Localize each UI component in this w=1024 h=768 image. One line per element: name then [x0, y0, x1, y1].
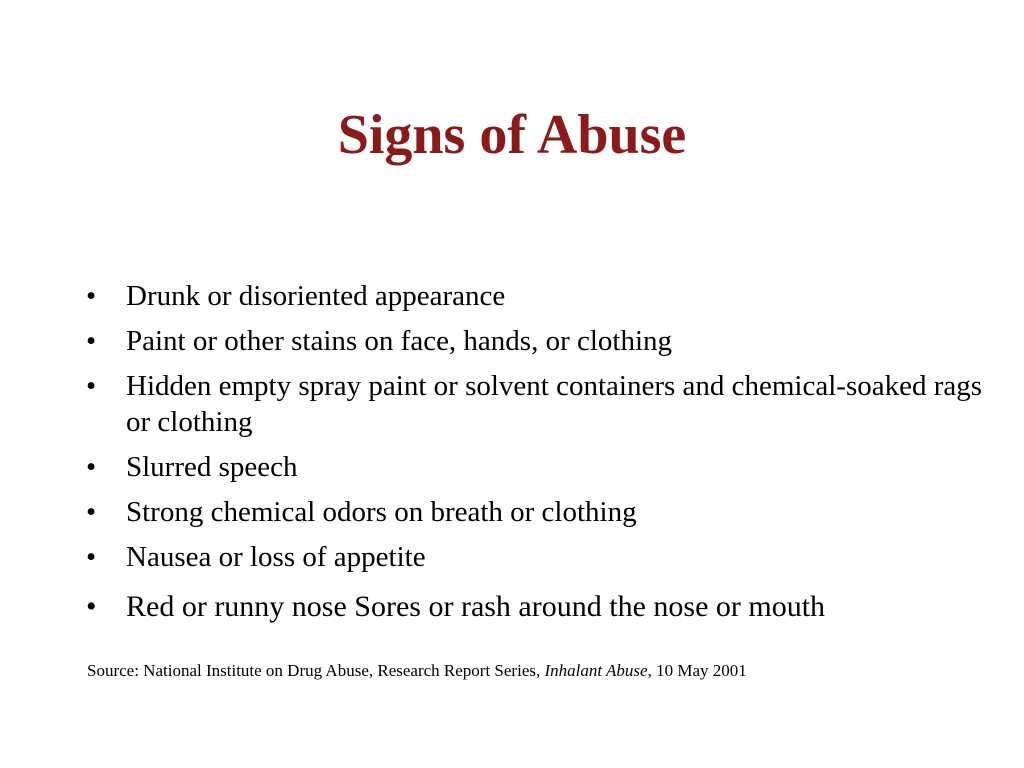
bullet-item	[86, 368, 986, 440]
bullet-icon: •	[86, 451, 97, 483]
bullet-text: Paint or other stains on face, hands, or clothing	[126, 325, 673, 357]
bullet-text: Slurred speech	[126, 451, 298, 483]
bullet-text: Strong chemical odors on breath or clothing	[126, 496, 637, 528]
bullet-text: Hidden empty spray paint or solvent containers and chemical-soaked rags or clothing	[126, 370, 983, 438]
bullet-icon: •	[86, 496, 97, 528]
bullet-icon: •	[86, 590, 97, 623]
slide-title: Signs of Abuse	[337, 104, 687, 166]
bullet-item	[86, 449, 986, 485]
bullet-list	[86, 278, 986, 634]
bullet-item	[86, 278, 986, 314]
bullet-text: Nausea or loss of appetite	[126, 541, 426, 573]
bullet-icon: •	[86, 280, 97, 312]
bullet-icon: •	[86, 541, 97, 573]
bullet-icon: •	[86, 370, 97, 402]
bullet-text: Drunk or disoriented appearance	[126, 280, 506, 312]
bullet-item	[86, 323, 986, 359]
bullet-item	[86, 494, 986, 530]
source-title: Inhalant Abuse	[544, 661, 648, 680]
bullet-item	[86, 539, 986, 575]
bullet-icon: •	[86, 325, 97, 357]
bullet-text: Red or runny nose Sores or rash around the nose or mouth	[126, 590, 826, 623]
source-suffix: , 10 May 2001	[647, 661, 747, 680]
bullet-item	[86, 589, 986, 625]
source-prefix: Source: National Institute on Drug Abuse, Research Report Series,	[87, 661, 545, 680]
source-citation	[87, 660, 987, 682]
